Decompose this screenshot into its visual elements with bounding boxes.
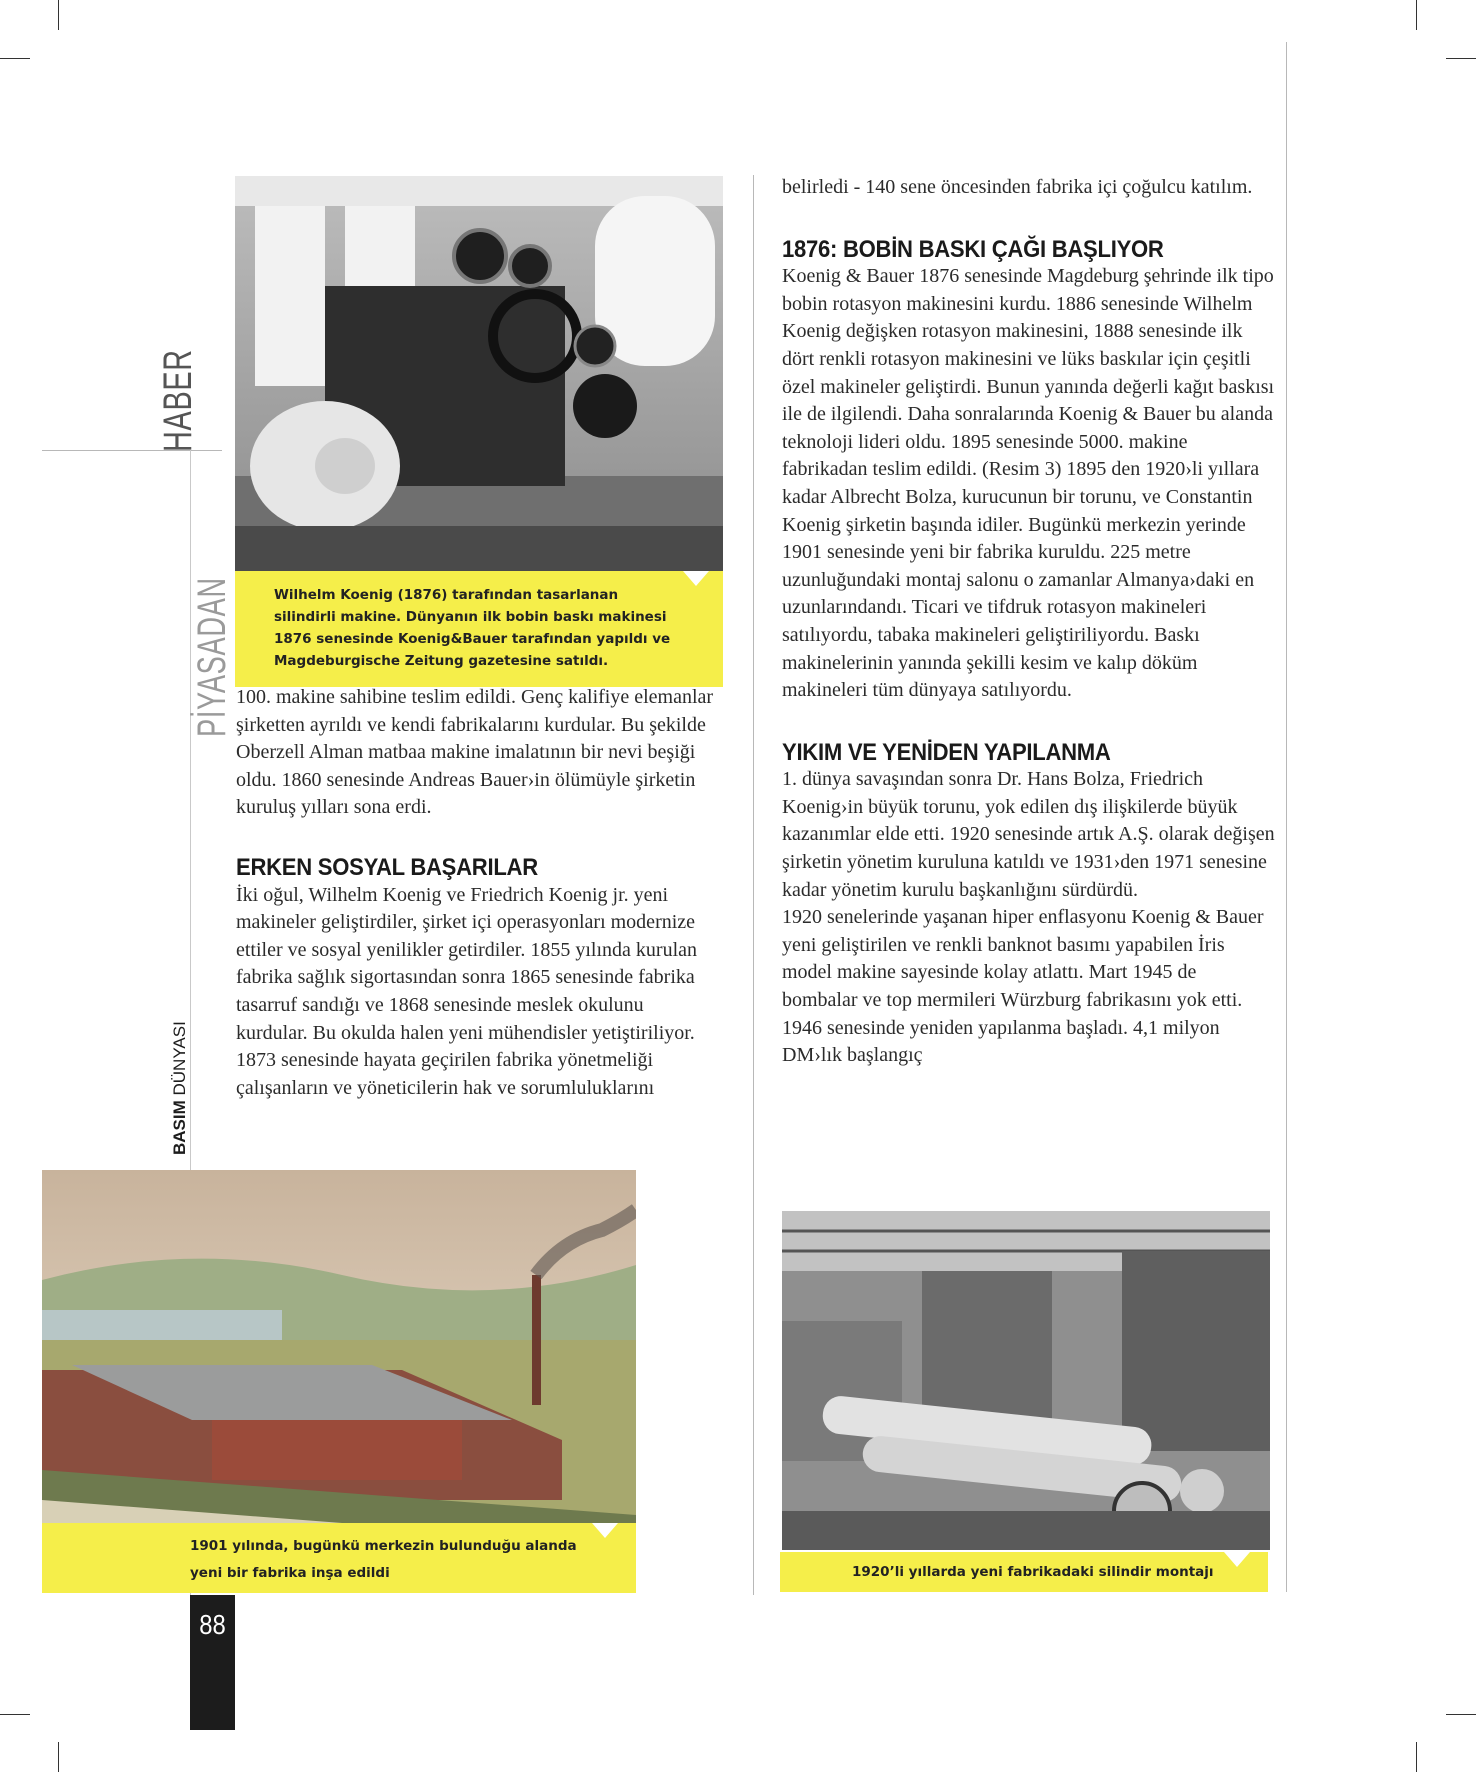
paragraph: İki oğul, Wilhelm Koenig ve Friedrich Koenig jr. yeni makineler geliştirdiler, şirket içi operasyonları modernize ettiler ve sosyal yenilikler getirdiler. 1855 yılında kurulan fabrika sağlık sigortasından sonra 1865 senesinde fabrika tasarruf sandığı ve 1868 senesinde meslek okulunu kurdular. Bu okulda halen yeni mühendisler yetiştiriliyor. 1873 senesinde hayata geçirilen fabrika yönetmeliği çalışanların ve yöneticilerin hak ve sorumluluklarını	[236, 883, 697, 1099]
heading-yikim: YIKIM VE YENİDEN YAPILANMA	[782, 738, 1111, 766]
workshop-illustration	[782, 1211, 1270, 1550]
caption-line: yeni bir fabrika inşa edildi	[190, 1565, 390, 1581]
workshop-photo	[782, 1211, 1270, 1550]
page-number-tab	[190, 1595, 235, 1730]
paragraph: 1. dünya savaşından sonra Dr. Hans Bolza, Friedrich Koenig›in büyük torunu, yok edilen dış ilişkilerde büyük kazanımlar elde etti. 1920 senesinde artık A.Ş. olarak değişen şirketin yönetim kuruluna katıldı ve 1931›den 1971 senesine kadar yönetim kurulu başkanlığını sürdürdü.	[782, 768, 1275, 901]
caption-line: Magdeburgische Zeitung gazetesine satıldı.	[274, 653, 609, 669]
factory-caption	[42, 1523, 636, 1593]
page-number: 88	[199, 1609, 226, 1640]
left-column	[236, 684, 716, 1102]
caption-line: Wilhelm Koenig (1876) tarafından tasarlanan	[274, 587, 619, 603]
section-label-piyasadan: PİYASADAN	[190, 577, 234, 737]
caption-notch-icon	[683, 571, 709, 586]
factory-illustration	[42, 1170, 636, 1523]
factory-painting	[42, 1170, 636, 1523]
crop-mark	[58, 0, 59, 30]
crop-mark	[1416, 0, 1417, 30]
caption-line: 1876 senesinde Koenig&Bauer tarafından yapıldı ve	[274, 631, 671, 647]
magazine-name: BASIM DÜNYASI	[170, 1021, 189, 1155]
crop-mark	[1416, 1742, 1417, 1772]
caption-line: 1901 yılında, bugünkü merkezin bulunduğu alanda	[190, 1538, 577, 1554]
section-label-haber: HABER	[156, 349, 200, 452]
crop-mark	[1446, 58, 1476, 59]
heading-erken-sosyal: ERKEN SOSYAL BAŞARILAR	[236, 853, 538, 881]
press-caption	[235, 571, 723, 687]
caption-line: 1920’li yıllarda yeni fabrikadaki silindir montajı	[852, 1564, 1214, 1580]
caption-notch-icon	[592, 1523, 618, 1538]
workshop-caption	[780, 1552, 1268, 1592]
caption-line: silindirli makine. Dünyanın ilk bobin baskı makinesi	[274, 609, 667, 625]
crop-mark	[0, 58, 30, 59]
right-column	[782, 174, 1276, 1070]
crop-mark	[0, 1714, 30, 1715]
crop-mark	[58, 1742, 59, 1772]
heading-bobin-baski: 1876: BOBİN BASKI ÇAĞI BAŞLIYOR	[782, 235, 1164, 263]
caption-notch-icon	[1224, 1552, 1250, 1567]
right-page-rule	[1286, 42, 1287, 1592]
paragraph: Koenig & Bauer 1876 senesinde Magdeburg şehrinde ilk tipo bobin rotasyon makinesini kurdu. 1886 senesinde Wilhelm Koenig değişken rotasyon makinesini, 1888 senesinde ilk dört renkli rotasyon makinesini ve lüks baskılar için çeşitli özel makineler geliştirdi. Bunun yanında değerli kağıt baskısı ile de ilgilendi. Daha sonralarında Koenig & Bauer bu alanda teknoloji lideri oldu. 1895 senesinde 5000. makine fabrikadan teslim edildi. (Resim 3) 1895 den 1920›li yıllara kadar Albrecht Bolza, kurucunun bir torunu, ve Constantin Koenig şirketin başında idiler. Bugünkü merkezin yerinde 1901 senesinde yeni bir fabrika kuruldu. 225 metre uzunluğundaki montaj salonu o zamanlar Almanya›daki en uzunlarındandı. Ticari ve tifdruk rotasyon makineleri satılıyordu, tabaka makineleri geliştiriliyordu. Baskı makinelerinin yanında şekilli kesim ve kalıp döküm makineleri tüm dünyaya satılıyordu.	[782, 265, 1275, 702]
paragraph: 1920 senelerinde yaşanan hiper enflasyonu Koenig & Bauer yeni geliştirilen ve renkli banknot basımı yapabilen İris model makine sayesinde kolay atlattı. Mart 1945 de bombalar ve top mermileri Würzburg fabrikasını yok etti. 1946 senesinde yeniden yapılanma başladı. 4,1 milyon DM›lık başlangıç	[782, 906, 1264, 1067]
crop-mark	[1446, 1714, 1476, 1715]
press-machine-illustration	[235, 176, 723, 571]
press-machine-photo	[235, 176, 723, 571]
paragraph: belirledi - 140 sene öncesinden fabrika içi çoğulcu katılım.	[782, 176, 1253, 198]
column-divider	[753, 175, 754, 1595]
paragraph: 100. makine sahibine teslim edildi. Genç kalifiye elemanlar şirketten ayrıldı ve kendi fabrikalarını kurdular. Bu şekilde Oberzell Alman matbaa makine imalatının bir nevi beşiği oldu. 1860 senesinde Andreas Bauer›in ölümüyle şirketin kuruluş yılları sona erdi.	[236, 686, 714, 819]
